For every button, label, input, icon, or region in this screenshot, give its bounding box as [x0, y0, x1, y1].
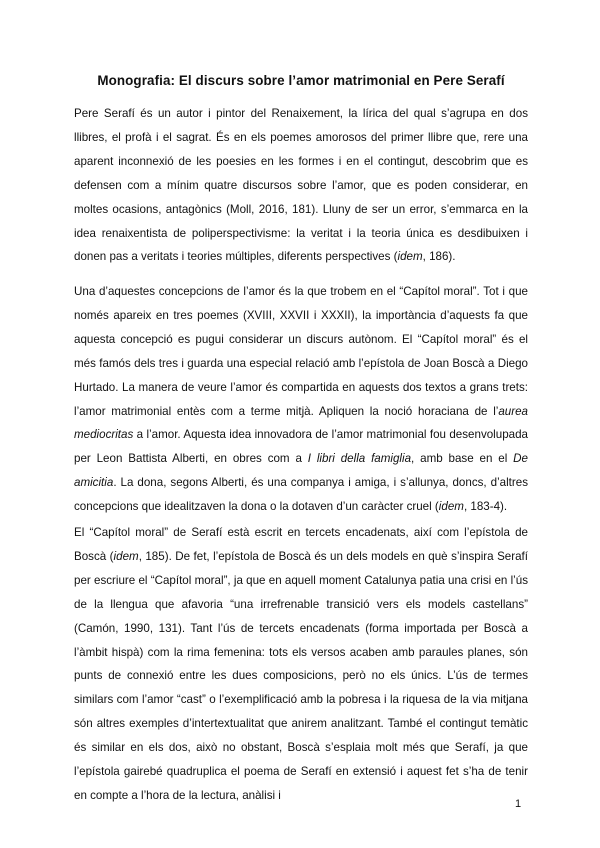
- text-run: a l’amor. Aquesta idea innovadora de l’amor matrimonial fou desenvolupada per Leon Battista Alberti, en obres com a: [74, 428, 528, 466]
- paragraph-2: [74, 280, 528, 519]
- italic-text-run: idem: [113, 549, 139, 563]
- paragraph-3: [74, 521, 528, 808]
- paragraph-1: [74, 102, 528, 269]
- italic-text-run: idem: [397, 250, 423, 264]
- page-title: Monografia: El discurs sobre l’amor matrimonial en Pere Serafí: [97, 73, 505, 88]
- italic-text-run: De amicitia: [74, 452, 528, 490]
- text-run: , amb base en el: [411, 452, 514, 466]
- text-run: , 186).: [422, 250, 456, 264]
- text-run: Pere Serafí és un autor i pintor del Renaixement, la lírica del qual s’agrupa en dos llibres, el profà i el sagrat. És en els poemes amorosos del primer llibre que, rere una aparent inconnexió de les poesies en les formes i en el contingut, descobrim que es defensen com a mínim quatre discursos sobre l’amor, que es poden considerar, en moltes ocasions, antagònics (Moll, 2016, 181). Lluny de ser un error, s’emmarca en la idea renaixentista de poliperspectivisme: la veritat i la teoria única es desdibuixen i donen pas a veritats i teories múltiples, diferents perspectives (: [74, 107, 528, 264]
- text-run: Una d’aquestes concepcions de l’amor és la que trobem en el “Capítol moral”. Tot i que només apareix en tres poemes (XVIII, XXVII i XXXII), la importància d’aquests fa que aquesta concepció es pugui considerar un discurs autònom. El “Capítol moral” és el més famós dels tres i guarda una especial relació amb l’epístola de Joan Boscà a Diego Hurtado. La manera de veure l’amor és compartida en aquests dos textos a grans trets: l’amor matrimonial entès com a terme mitjà. Apliquen la noció horaciana de l’: [74, 285, 528, 418]
- text-run: . La dona, segons Alberti, és una companya i amiga, i s’allunya, doncs, d’altres concepcions que idealitzaven la dona o la dotaven d’un caràcter cruel (: [74, 476, 528, 514]
- italic-text-run: I libri della famiglia: [307, 452, 412, 466]
- italic-text-run: aurea mediocritas: [74, 404, 528, 442]
- page-number: 1: [515, 798, 522, 810]
- text-run: , 185). De fet, l’epístola de Boscà és un dels models en què s’inspira Serafí per escriure el “Capítol moral”, ja que en aquell moment Catalunya patia una crisi en l’ús de la llengua que afavoria “una irrefrenable transició vers els models castellans” (Camón, 1990, 131). Tant l’ús de tercets encadenats (forma importada per Boscà a l’àmbit hispà) com la rima femenina: tots els versos acaben amb paraules planes, són punts de connexió entre les dues composicions, però no els únics. L’ús de termes similars com l’amor “cast” o l’exemplificació amb la pobresa i la riquesa de la via mitjana són altres exemples d’intertextualitat que anirem analitzant. També el contingut temàtic és similar en els dos, això no obstant, Boscà s’esplaia molt més que Serafí, ja que l’epístola gairebé quadruplica el poema de Serafí en extensió i aquest fet s’ha de tenir en compte a l’hora de la lectura, anàlisi i: [74, 549, 528, 802]
- text-run: El “Capítol moral” de Serafí està escrit en tercets encadenats, així com l’epístola de Boscà (: [74, 526, 528, 563]
- italic-text-run: idem: [438, 500, 464, 514]
- text-run: , 183-4).: [463, 500, 508, 514]
